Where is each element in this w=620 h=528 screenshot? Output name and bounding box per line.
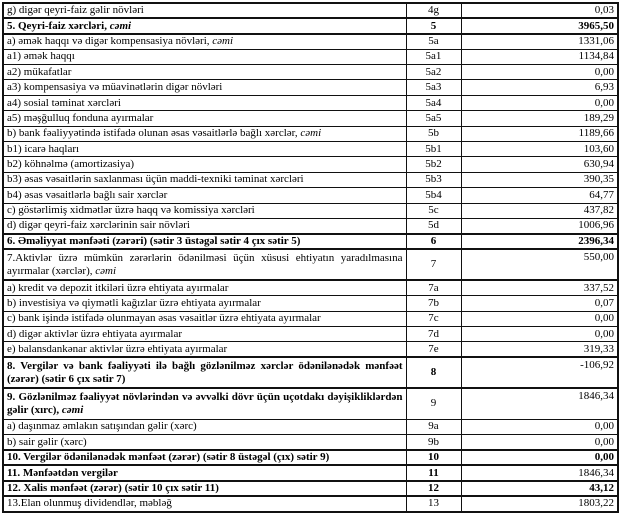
row-code: 5b1: [406, 142, 461, 157]
row-value: 64,77: [461, 188, 618, 203]
row-code: 10: [406, 450, 461, 465]
table-row: [3, 80, 618, 95]
row-label-text: 10. Vergilər ödənilənədək mənfəət (zərər) (sətir 8 üstəgəl (çıx) sətir 9): [7, 451, 330, 464]
row-label-italic-suffix: cəmi: [109, 19, 132, 32]
row-label: [3, 157, 406, 172]
row-label-italic-suffix: cəmi: [95, 264, 117, 277]
row-code: 11: [406, 465, 461, 480]
row-value: 0,00: [461, 65, 618, 80]
row-code: 5b2: [406, 157, 461, 172]
row-value: 0,00: [461, 95, 618, 110]
row-code: 7a: [406, 280, 461, 295]
row-label-text: b3) əsas vəsaitlərin saxlanması üçün maddi-texniki təminat xərcləri: [7, 173, 304, 186]
row-value: 1134,84: [461, 49, 618, 64]
row-code: 9: [406, 388, 461, 419]
row-code: 9a: [406, 419, 461, 434]
row-code: 9b: [406, 435, 461, 450]
table-row: [3, 49, 618, 64]
row-value: 437,82: [461, 203, 618, 218]
row-label: [3, 234, 406, 249]
row-label: [3, 172, 406, 187]
row-label: [3, 249, 406, 280]
row-code: 4g: [406, 3, 461, 18]
table-row: [3, 218, 618, 233]
table-row: [3, 95, 618, 110]
row-label: [3, 435, 406, 450]
row-label-italic-suffix: cəmi: [300, 127, 322, 140]
table-body: [3, 3, 618, 512]
table-row: [3, 188, 618, 203]
row-value: 0,00: [461, 419, 618, 434]
row-value: 6,93: [461, 80, 618, 95]
row-value: 0,00: [461, 311, 618, 326]
row-value: 0,07: [461, 296, 618, 311]
row-value: 1006,96: [461, 218, 618, 233]
table-row: [3, 435, 618, 450]
row-label-text: a4) sosial təminat xərcləri: [7, 96, 121, 109]
row-code: 5a5: [406, 111, 461, 126]
row-code: 7e: [406, 342, 461, 357]
row-label: [3, 388, 406, 419]
row-label-text: a) kredit və depozit itkiləri üzrə ehtiyata ayırmalar: [7, 281, 229, 294]
row-value: -106,92: [461, 357, 618, 388]
row-label-text: a) əmək haqqı və digər kompensasiya növləri,: [7, 35, 213, 48]
table-row: [3, 326, 618, 341]
row-label-text: b) sair gəlir (xərc): [7, 435, 87, 448]
table-row: [3, 203, 618, 218]
row-label: [3, 188, 406, 203]
table-row: [3, 234, 618, 249]
table-row: [3, 126, 618, 141]
row-value: 1846,34: [461, 388, 618, 419]
table-row: [3, 249, 618, 280]
row-code: 7d: [406, 326, 461, 341]
income-statement-table: [2, 2, 619, 513]
row-label: [3, 357, 406, 388]
row-label-text: 13.Elan olunmuş dividendlər, məbləğ: [7, 497, 172, 510]
table-row: [3, 142, 618, 157]
row-value: 337,52: [461, 280, 618, 295]
row-label-text: 8. Vergilər və bank fəaliyyəti ilə bağlı gözlənilməz xərclər ödənilənədək mənfəət (zərər) (sətir 6 çıx sətir 7): [7, 359, 403, 385]
table-row: [3, 157, 618, 172]
row-value: 319,33: [461, 342, 618, 357]
row-label-italic-suffix: cəmi: [212, 35, 234, 48]
table-row: [3, 172, 618, 187]
row-label: [3, 111, 406, 126]
row-label: [3, 34, 406, 49]
row-value: 1189,66: [461, 126, 618, 141]
row-code: 6: [406, 234, 461, 249]
table-row: [3, 280, 618, 295]
row-label-text: b1) icarə haqları: [7, 142, 80, 155]
row-label-text: b) investisiya və qiymətli kağızlar üzrə ehtiyata ayırmalar: [7, 296, 261, 309]
row-value: 0,03: [461, 3, 618, 18]
row-label-text: 11. Mənfəətdən vergilər: [7, 466, 118, 479]
row-code: 5a2: [406, 65, 461, 80]
row-label: [3, 49, 406, 64]
row-label-text: g) digər qeyri-faiz gəlir növləri: [7, 4, 144, 17]
row-value: 550,00: [461, 249, 618, 280]
row-label-text: c) bank işində istifadə olunmayan əsas vəsaitlər üzrə ehtiyata ayırmalar: [7, 312, 321, 325]
row-label-text: 9. Gözlənilməz fəaliyyət növlərindən və əvvəlki dövr üçün uçotdakı dəyişikliklərdən gəlir (xırc),: [7, 390, 403, 416]
row-value: 103,60: [461, 142, 618, 157]
row-label: [3, 203, 406, 218]
row-value: 2396,34: [461, 234, 618, 249]
row-label: [3, 465, 406, 480]
row-label-text: a) daşınmaz əmlakın satışından gəlir (xərc): [7, 420, 197, 433]
row-label: [3, 280, 406, 295]
row-code: 7b: [406, 296, 461, 311]
row-code: 7: [406, 249, 461, 280]
row-label: [3, 496, 406, 511]
row-label: [3, 342, 406, 357]
row-label: [3, 450, 406, 465]
row-label: [3, 218, 406, 233]
row-label: [3, 142, 406, 157]
row-value: 1803,22: [461, 496, 618, 511]
row-code: 5a1: [406, 49, 461, 64]
row-code: 5b3: [406, 172, 461, 187]
row-label: [3, 126, 406, 141]
row-value: 390,35: [461, 172, 618, 187]
table-row: [3, 496, 618, 511]
table-row: [3, 465, 618, 480]
table-row: [3, 388, 618, 419]
row-code: 5: [406, 18, 461, 33]
row-code: 5b: [406, 126, 461, 141]
row-code: 5d: [406, 218, 461, 233]
row-code: 5c: [406, 203, 461, 218]
row-label: [3, 296, 406, 311]
table-row: [3, 311, 618, 326]
row-label-text: a3) kompensasiya və müavinətlərin digər növləri: [7, 81, 223, 94]
row-value: 43,12: [461, 481, 618, 496]
row-label: [3, 326, 406, 341]
row-value: 0,00: [461, 435, 618, 450]
row-code: 5a: [406, 34, 461, 49]
row-label: [3, 481, 406, 496]
row-label-text: a1) əmək haqqı: [7, 50, 75, 63]
row-code: 8: [406, 357, 461, 388]
row-value: 630,94: [461, 157, 618, 172]
row-label-text: 12. Xalis mənfəət (zərər) (sətir 10 çıx sətir 11): [7, 481, 219, 494]
row-label: [3, 80, 406, 95]
row-label-text: e) balansdankənar aktivlər üzrə ehtiyata ayırmalar: [7, 342, 228, 355]
row-code: 7c: [406, 311, 461, 326]
row-label: [3, 18, 406, 33]
row-code: 5a4: [406, 95, 461, 110]
row-label-text: 5. Qeyri-faiz xərcləri,: [7, 19, 110, 32]
table-row: [3, 419, 618, 434]
row-code: 5b4: [406, 188, 461, 203]
table-row: [3, 296, 618, 311]
row-label-text: 7.Aktivlər üzrə mümkün zərərlərin ödənilməsi üçün xüsusi ehtiyatın yaradılmasına ayırmalar (xərclər),: [7, 251, 403, 277]
row-value: 1331,06: [461, 34, 618, 49]
row-label: [3, 311, 406, 326]
row-label: [3, 65, 406, 80]
table-row: [3, 342, 618, 357]
row-code: 5a3: [406, 80, 461, 95]
row-label-text: a5) məşğulluq fonduna ayırmalar: [7, 111, 154, 124]
table-row: [3, 34, 618, 49]
row-label-text: b) bank fəaliyyətində istifadə olunan əsas vəsaitlərlə bağlı xərclər,: [7, 127, 301, 140]
row-value: 3965,50: [461, 18, 618, 33]
row-label-text: b2) köhnəlmə (amortizasiya): [7, 158, 135, 171]
row-value: 189,29: [461, 111, 618, 126]
row-code: 13: [406, 496, 461, 511]
row-value: 1846,34: [461, 465, 618, 480]
row-value: 0,00: [461, 450, 618, 465]
table-row: [3, 18, 618, 33]
row-label: [3, 95, 406, 110]
row-code: 12: [406, 481, 461, 496]
table-row: [3, 481, 618, 496]
table-row: [3, 3, 618, 18]
table-row: [3, 65, 618, 80]
row-label-text: d) digər aktivlər üzrə ehtiyata ayırmalar: [7, 327, 182, 340]
row-label-text: c) göstərlimiş xidmətlər üzrə haqq və komissiya xərcləri: [7, 204, 255, 217]
row-label-text: b4) əsas vəsaitlərlə bağlı sair xərclər: [7, 188, 168, 201]
table-row: [3, 450, 618, 465]
row-label: [3, 419, 406, 434]
row-label: [3, 3, 406, 18]
row-label-italic-suffix: cəmi: [61, 403, 84, 416]
row-label-text: 6. Əməliyyat mənfəəti (zərəri) (sətir 3 üstəgəl sətir 4 çıx sətir 5): [7, 235, 301, 248]
row-label-text: a2) mükafatlar: [7, 65, 72, 78]
row-label-text: d) digər qeyri-faiz xərclərinin sair növləri: [7, 219, 190, 232]
table-row: [3, 357, 618, 388]
row-value: 0,00: [461, 326, 618, 341]
table-row: [3, 111, 618, 126]
